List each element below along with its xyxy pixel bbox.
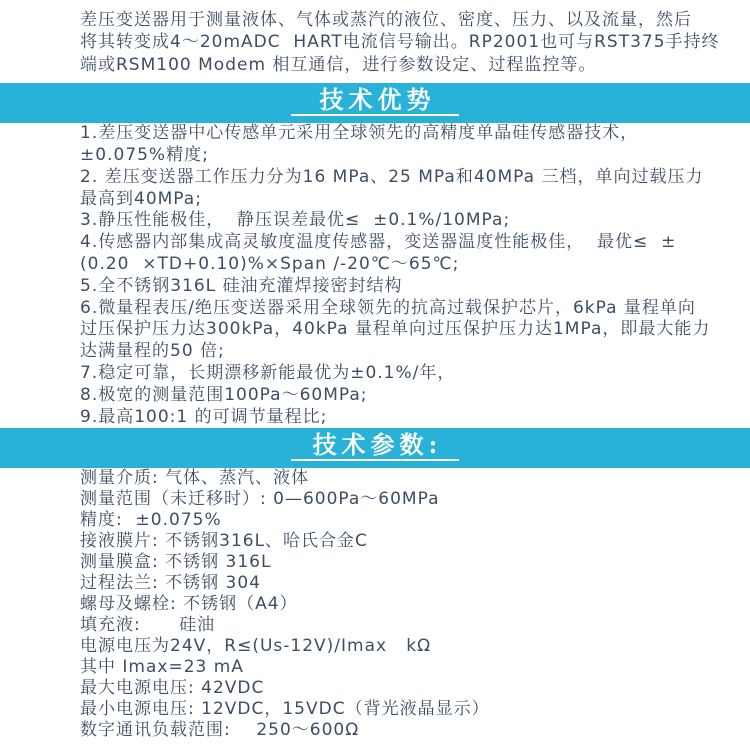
intro-line: 将其转变成4～20mADC HART电流信号输出。RP2001也可与RST375手持终 <box>80 32 720 53</box>
parameter-line: 测量膜盒: 不锈钢 316L <box>80 552 272 573</box>
section-banner-advantages <box>0 83 750 123</box>
section-banner-parameters <box>0 428 750 468</box>
advantage-line: 4.传感器内部集成高灵敏度温度传感器，变送器温度性能极佳， 最优≤ ± <box>80 232 677 253</box>
parameter-line: 测量介质: 气体、蒸汽、液体 <box>80 468 310 489</box>
intro-line: 差压变送器用于测量液体、气体或蒸汽的液位、密度、压力、以及流量，然后 <box>80 10 692 30</box>
banner-underline <box>291 459 459 461</box>
parameter-line: 最小电源电压: 12VDC，15VDC（背光液晶显示） <box>80 699 490 720</box>
advantage-line: 8.极宽的测量范围100Pa～60MPa; <box>80 384 368 405</box>
section-title-parameters: 技术参数: <box>312 430 443 460</box>
advantage-line: 1.差压变送器中心传感单元采用全球领先的高精度单晶硅传感器技术， <box>80 123 639 144</box>
parameter-line: 最大电源电压: 42VDC <box>80 678 265 699</box>
parameter-line: 电源电压为24V，R≤(Us-12V)/Imax kΩ <box>80 636 432 657</box>
advantage-line: 9.最高100:1 的可调节量程比; <box>80 406 328 427</box>
advantage-line: 达满量程的50 倍; <box>80 341 225 362</box>
advantage-line: 6.微量程表压/绝压变送器采用全球领先的抗高过载保护芯片，6kPa 量程单向 <box>80 297 696 318</box>
intro-paragraph <box>0 0 750 76</box>
parameter-line: 精度: ±0.075% <box>80 510 222 531</box>
advantage-line: 5.全不锈钢316L 硅油充灌焊接密封结构 <box>80 275 403 296</box>
advantages-list <box>0 123 750 428</box>
banner-underline <box>291 114 459 116</box>
advantage-line: ±0.075%精度; <box>80 145 209 166</box>
advantage-line: 过压保护压力达300kPa，40kPa 量程单向过压保护压力达1MPa，即最大能力 <box>80 319 711 340</box>
parameter-line: 过程法兰: 不锈钢 304 <box>80 573 261 594</box>
parameter-line: 其中 Imax=23 mA <box>80 657 244 678</box>
advantage-line: 3.静压性能极佳， 静压误差最优≤ ±0.1%/10MPa; <box>80 210 511 231</box>
advantage-line: 7.稳定可靠，长期漂移新能最优为±0.1%/年， <box>80 362 456 383</box>
advantage-line: 最高到40MPa; <box>80 188 202 209</box>
section-title-advantages: 技术优势 <box>319 85 436 115</box>
parameter-line: 螺母及螺栓: 不锈钢（A4） <box>80 594 298 615</box>
parameter-line: 测量范围（未迁移时）: 0—600Pa～60MPa <box>80 489 440 510</box>
advantage-line: 2. 差压变送器工作压力分为16 MPa、25 MPa和40MPa 三档，单向过载压力 <box>80 166 704 187</box>
parameter-line: 数字通讯负载范围: 250～600Ω <box>80 720 360 741</box>
parameter-line: 接液膜片: 不锈钢316L、哈氏合金C <box>80 531 368 552</box>
intro-line: 端或RSM100 Modem 相互通信，进行参数设定、过程监控等。 <box>80 54 597 75</box>
parameters-list <box>0 468 750 741</box>
advantage-line: (0.20 ×TD+0.10)%×Span /-20℃～65℃; <box>80 254 460 274</box>
parameter-line: 填充液: 硅油 <box>80 615 216 636</box>
